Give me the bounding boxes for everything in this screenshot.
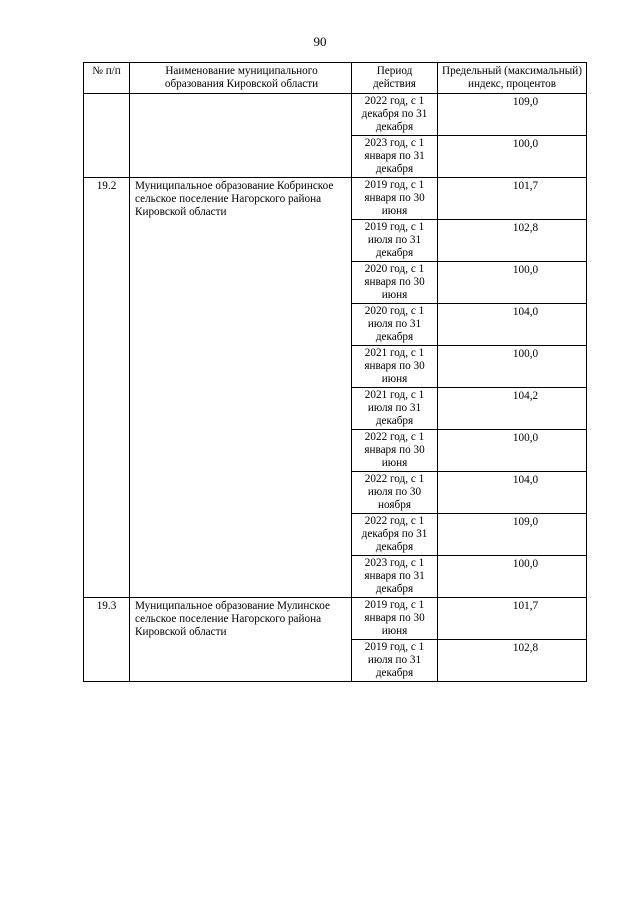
municipality-name bbox=[130, 94, 352, 178]
index-cell: 109,0 bbox=[438, 94, 587, 136]
period-cell: 2020 год, с 1 июля по 31 декабря bbox=[352, 304, 438, 346]
index-cell: 100,0 bbox=[438, 346, 587, 388]
table-body bbox=[84, 94, 587, 682]
header-num: № п/п bbox=[84, 63, 130, 94]
index-cell: 104,0 bbox=[438, 304, 587, 346]
header-index: Предельный (максимальный) индекс, процентов bbox=[438, 63, 587, 94]
municipality-name: Муниципальное образование Мулинское сельское поселение Нагорского района Кировской области bbox=[130, 598, 352, 682]
table-row bbox=[84, 94, 587, 136]
period-cell: 2019 год, с 1 июля по 31 декабря bbox=[352, 640, 438, 682]
period-cell: 2020 год, с 1 января по 30 июня bbox=[352, 262, 438, 304]
period-cell: 2019 год, с 1 января по 30 июня bbox=[352, 178, 438, 220]
index-cell: 104,0 bbox=[438, 472, 587, 514]
index-cell: 109,0 bbox=[438, 514, 587, 556]
table-row bbox=[84, 178, 587, 220]
index-cell: 104,2 bbox=[438, 388, 587, 430]
index-cell: 102,8 bbox=[438, 640, 587, 682]
index-cell: 100,0 bbox=[438, 556, 587, 598]
row-number: 19.3 bbox=[84, 598, 130, 682]
header-name: Наименование муниципального образования Кировской области bbox=[130, 63, 352, 94]
period-cell: 2023 год, с 1 января по 31 декабря bbox=[352, 136, 438, 178]
page-number: 90 bbox=[313, 34, 327, 49]
index-cell: 101,7 bbox=[438, 178, 587, 220]
table-row bbox=[84, 598, 587, 640]
period-cell: 2019 год, с 1 января по 30 июня bbox=[352, 598, 438, 640]
header-period: Период действия bbox=[352, 63, 438, 94]
index-cell: 100,0 bbox=[438, 430, 587, 472]
tariff-index-table bbox=[83, 62, 587, 682]
period-cell: 2022 год, с 1 июля по 30 ноября bbox=[352, 472, 438, 514]
index-cell: 100,0 bbox=[438, 262, 587, 304]
period-cell: 2022 год, с 1 декабря по 31 декабря bbox=[352, 514, 438, 556]
period-cell: 2022 год, с 1 января по 30 июня bbox=[352, 430, 438, 472]
period-cell: 2023 год, с 1 января по 31 декабря bbox=[352, 556, 438, 598]
period-cell: 2021 год, с 1 января по 30 июня bbox=[352, 346, 438, 388]
index-cell: 100,0 bbox=[438, 136, 587, 178]
period-cell: 2021 год, с 1 июля по 31 декабря bbox=[352, 388, 438, 430]
table-header-row bbox=[84, 63, 587, 94]
index-cell: 102,8 bbox=[438, 220, 587, 262]
row-number bbox=[84, 94, 130, 178]
row-number: 19.2 bbox=[84, 178, 130, 598]
period-cell: 2019 год, с 1 июля по 31 декабря bbox=[352, 220, 438, 262]
period-cell: 2022 год, с 1 декабря по 31 декабря bbox=[352, 94, 438, 136]
municipality-name: Муниципальное образование Кобринское сельское поселение Нагорского района Кировской области bbox=[130, 178, 352, 598]
index-cell: 101,7 bbox=[438, 598, 587, 640]
